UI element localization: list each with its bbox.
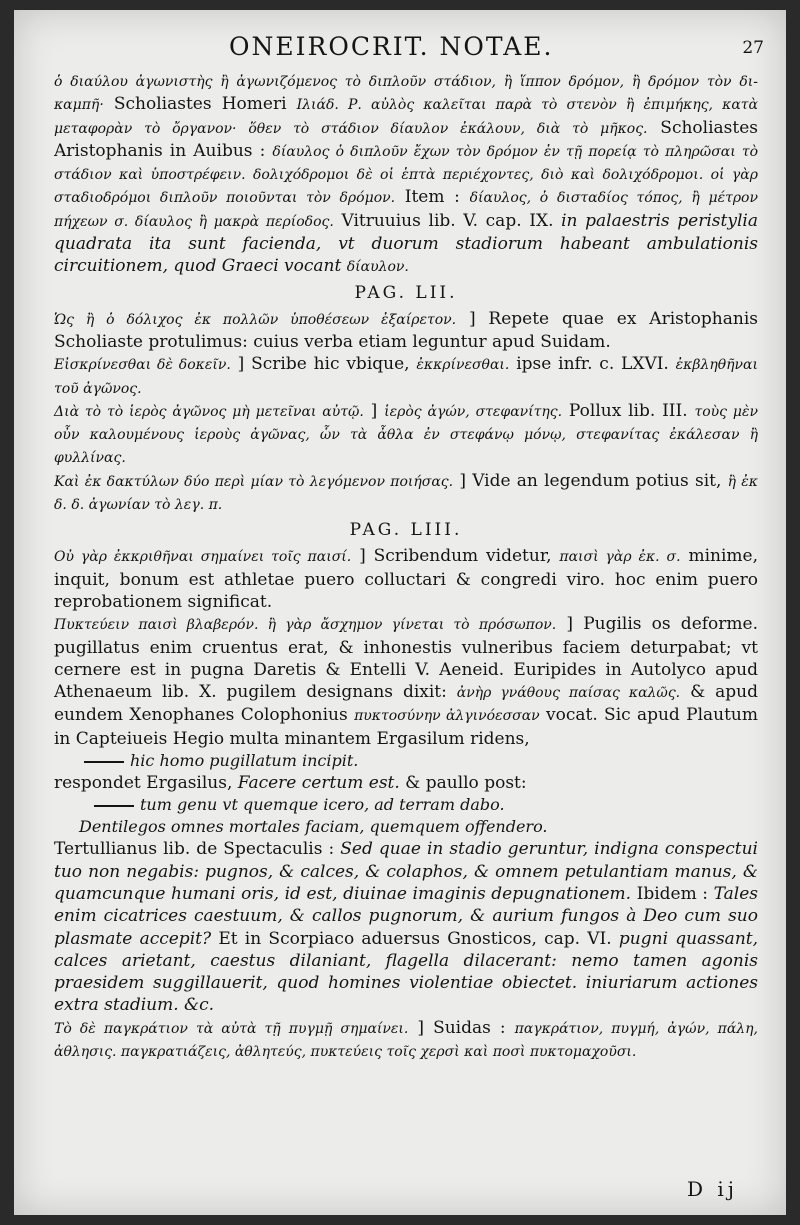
latin-text: Ibidem : — [631, 883, 714, 904]
latin-text: Scholiastes Homeri — [103, 94, 297, 115]
running-head: ONEIROCRIT. NOTAE. — [229, 32, 554, 61]
latin-text: Et in Scorpiaco aduersus Gnosticos, cap. VI. — [211, 928, 619, 949]
section-heading: PAG. LII. — [354, 282, 458, 303]
latin-text: ] Scribe hic vbique, — [230, 354, 417, 375]
greek-text: πυκτοσύνην ἀλγινόεσσαν — [354, 708, 540, 725]
em-dash-rule — [84, 761, 124, 763]
text-block — [54, 70, 758, 1063]
signature-mark: D ij — [687, 1177, 738, 1201]
greek-text: ἐκβληθῆναι τοῦ ἀγῶνος. — [54, 357, 758, 397]
greek-text: ὁ διαύλου ἀγωνιστὴς ἢ ἀγωνιζόμενος τὸ διπλοῦν στάδιον, ἢ ἵππον δρόμον, ἢ δρόμον τὸν δι- καμπῆ· — [54, 74, 758, 114]
note-paragraph — [54, 470, 758, 517]
italic-quotation: Tales enim cicatrices caestuum, & callos pugnorum, & aurium fungos à Deo cum suo plasmate accepit? — [54, 883, 758, 949]
greek-text: δίαυλον. — [346, 259, 409, 276]
note-paragraph — [54, 613, 758, 750]
latin-text: ] Pugilis os deforme. pugillatus enim cruentus erat, & inhonestis vulneribus faciem deturpabat; vt cernere est in pugna Daretis & Entelli V. Aeneid. Euripides in Autolyco apud Athenaeum lib. X. pugilem designans dixit: — [54, 614, 758, 703]
verse-quotation — [54, 794, 758, 816]
greek-text: ἢ ἐκ δ. δ. ἀγωνίαν τὸ λεγ. π. — [54, 473, 758, 514]
latin-text: & paullo post: — [399, 773, 527, 794]
latin-text: ] — [363, 400, 385, 421]
latin-text: ] Suidas : — [408, 1017, 515, 1038]
latin-text: Item : — [395, 187, 470, 208]
verse-quotation — [54, 750, 758, 772]
greek-text: τοὺς μὲν οὖν καλουμένους ἱεροὺς ἀγῶνας, ὧν τὰ ἆθλα ἐν στεφάνῳ μόνῳ, στεφανίτας ἐκάλεσαν ἢ φυλλίνας. — [54, 403, 758, 467]
latin-text: respondet Ergasilus, — [54, 773, 238, 794]
verse-text: tum genu vt quemque icero, ad terram dabo. — [140, 795, 505, 815]
page-number: 27 — [742, 38, 764, 58]
note-paragraph — [54, 400, 758, 470]
greek-text: Εἰσκρίνεσθαι δὲ δοκεῖν. — [54, 357, 231, 374]
book-page — [14, 10, 786, 1215]
note-paragraph — [54, 1017, 758, 1064]
greek-text: Τὸ δὲ παγκράτιον τὰ αὐτὰ τῇ πυγμῇ σημαίνει. — [54, 1020, 409, 1037]
greek-text: δίαυλος, ὁ δισταδίος τόπος, ἢ μέτρον πήχεων σ. δίαυλος ἢ μακρὰ περίοδος. — [54, 190, 758, 230]
latin-text: vocat. Sic apud Plautum in Capteiueis Hegio multa minantem Ergasilum ridens, — [54, 705, 758, 749]
greek-text: Οὐ γὰρ ἐκκριθῆναι σημαίνει τοῖς παισί. — [54, 549, 352, 566]
verse-quotation — [54, 816, 758, 838]
latin-text: ] Repete quae ex Aristophanis Scholiaste protulimus: cuius verba etiam leguntur apud Suidam. — [54, 308, 758, 352]
latin-text: Tertullianus lib. de Spectaculis : — [54, 839, 341, 860]
greek-text: δίαυλος ὁ διπλοῦν ἔχων τὸν δρόμον ἐν τῇ πορείᾳ τὸ πληρῶσαι τὸ στάδιον καὶ ὑποστρέφειν. δολιχόδρομοι δὲ οἱ ἑπτὰ περιέχοντες, διὸ καὶ δολιχόδρομοι. οἱ γὰρ σταδιοδρόμοι διπλοῦν ποιοῦνται τὸν δρόμον. — [54, 143, 759, 207]
latin-text: ] Scribendum videtur, — [351, 546, 560, 567]
greek-text: παισὶ γὰρ ἐκ. σ. — [559, 549, 681, 566]
italic-quotation: in palaestris peristylia quadrata ita sunt facienda, vt duorum stadiorum habeant ambulationis circuitionem, quod Graeci vocant — [54, 210, 758, 277]
greek-text: Πυκτεύειν παισὶ βλαβερόν. ἢ γὰρ ἄσχημον γίνεται τὸ πρόσωπον. — [54, 617, 557, 634]
latin-text: & apud eundem Xenophanes Colophonius — [54, 682, 758, 726]
latin-text: Vitruuius lib. V. cap. IX. — [333, 210, 562, 231]
note-paragraph — [54, 353, 758, 400]
italic-quotation: Facere certum est. — [237, 773, 400, 794]
section-heading: PAG. LIII. — [349, 520, 463, 541]
note-paragraph — [54, 70, 758, 279]
page-header — [14, 32, 786, 72]
note-paragraph — [54, 545, 758, 613]
greek-text: ἱερὸς ἀγών, στεφανίτης. — [384, 403, 563, 420]
em-dash-rule — [94, 805, 134, 807]
latin-text: ipse infr. c. LXVI. — [509, 354, 676, 375]
greek-text: ἐκκρίνεσθαι. — [416, 357, 510, 374]
verse-text: hic homo pugillatum incipit. — [130, 751, 359, 771]
verse-text: Dentilegos omnes mortales faciam, quemquem offendero. — [79, 817, 548, 837]
greek-text: αὐλὸς καλεῖται παρὰ τὸ στενὸν ἢ ἐπιμήκης, κατὰ μεταφορὰν τὸ ὄργανον· ὅθεν τὸ στάδιον δίαυλον ἐκάλουν, διὰ τὸ μῆκος. — [54, 97, 759, 137]
greek-text: Ὡς ἢ ὁ δόλιχος ἐκ πολλῶν ὑποθέσεων ἐξαίρετον. — [54, 311, 457, 328]
latin-text: Scholiastes Aristophanis in Auibus : — [54, 117, 759, 161]
italic-quotation: Sed quae in stadio geruntur, indigna conspectui tuo non negabis: pugnos, & calces, & colaphos, & omnem petulantiam manus, & quamcunque humani oris, id est, diuinae imaginis depugnationem. — [54, 839, 758, 904]
note-paragraph — [54, 308, 758, 354]
greek-text: ἀνὴρ γνάθους παίσας καλῶς. — [456, 685, 681, 702]
greek-text: Καὶ ἐκ δακτύλων δύο περὶ μίαν τὸ λεγόμενον ποιήσας. — [54, 473, 454, 490]
greek-text: παγκράτιον, πυγμή, ἀγών, πάλη, ἀθλησις. παγκρατιάζεις, ἀθλητεύς, πυκτεύεις τοῖς χερσὶ καὶ ποσὶ πυκτομαχοῦσι. — [54, 1020, 758, 1060]
latin-text: ] Vide an legendum potius sit, — [453, 470, 728, 491]
latin-text: Pollux lib. III. — [562, 400, 695, 421]
note-paragraph — [54, 772, 758, 794]
latin-text: minime, inquit, bonum est athletae puero colluctari & congredi viro. hoc enim puero reprobationem significat. — [54, 546, 758, 612]
italic-quotation: pugni quassant, calces arietant, caestus dilaniant, flagella dilacerant: nemo tamen agonis praesidem suggillauerit, quod homines violentiae obiectet. iniuriarum actiones extra stadium. &c. — [54, 928, 758, 1016]
note-paragraph — [54, 838, 758, 1016]
greek-text: Διὰ τὸ τὸ ἱερὸς ἀγῶνος μὴ μετεῖναι αὐτῷ. — [54, 403, 364, 420]
greek-text: Ιλιάδ. Ρ. — [296, 97, 362, 114]
